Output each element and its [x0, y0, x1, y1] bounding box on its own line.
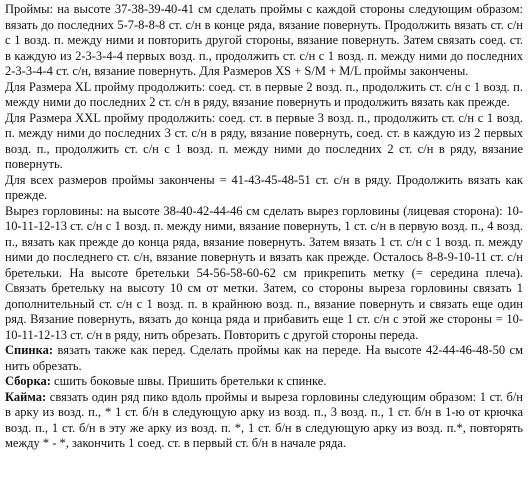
paragraph-armholes-size-xxl — [5, 111, 523, 173]
paragraph-text: Проймы: на высоте 37-38-39-40-41 см сделать проймы с каждой стороны следующим образом: вязать до последних 5-7-8-8-8 ст. с/н в конце ряда, вязание повернуть. Продолжить вязать ст. с/н с 1 возд. п. между ними и повторить другой стороны, вязание повернуть. Затем связать соед. ст. в каждую из 2-3-3-4-4 первых возд. п., продолжить ст. с/н с 1 возд. п. между ними до последних 2-3-3-4-4 ст. с/н, вязание повернуть. Для Размеров XS + S/M + M/L проймы закончены. — [5, 2, 523, 78]
paragraph-text: связать один ряд пико вдоль проймы и выреза горловины следующим образом: 1 ст. б/н в арку из возд. п., * 1 ст. б/н в следующую арку из возд. п., 3 возд. п., 1 ст. б/н в 1-ю от крючка возд. п., 1 ст. б/н в эту же арку из возд. п. *, 1 ст. б/н в следующую арку из возд. п.*, повторять между * - *, закончить 1 соед. ст. в первый ст. б/н в начале ряда. — [5, 389, 523, 450]
paragraph-text: вязать также как перед. Сделать проймы как на переде. На высоте 42-44-46-48-50 см нить обрезать. — [5, 343, 523, 373]
paragraph-assembly — [5, 374, 523, 390]
paragraph-back — [5, 343, 523, 374]
section-heading-assembly: Сборка: — [5, 374, 51, 388]
paragraph-armholes — [5, 2, 523, 80]
paragraph-armholes-all-sizes — [5, 173, 523, 204]
paragraph-edging — [5, 390, 523, 452]
paragraph-armholes-size-xl — [5, 80, 523, 111]
paragraph-text: Вырез горловины: на высоте 38-40-42-44-46 см сделать вырез горловины (лицевая сторона): 10-10-11-12-13 ст. с/н с 1 возд. п. между ними, вязание повернуть, 1 ст. с/н в первую возд. п., 4 возд. п., вязать как прежде до конца ряда, вязание повернуть. Затем вязать 1 ст. с/н с 1 возд. п. между ними до последнего ст. с/н, вязание повернуть и вязать как прежде. Осталось 8-8-9-10-11 ст. с/н бретельки. На высоте бретельки 54-56-58-60-62 см прикрепить метку (= середина плеча). Связать бретельку на высоту 10 см от метки. Затем, со стороны выреза горловины связать 1 дополнительный ст. с/н с 1 возд. п. в крайнюю возд. п., вязание повернуть и связать еще один ряд. Вязание повернуть, вязать до конца ряда и прибавить еще 1 ст. с/н с этой же стороны = 10-10-11-12-13 ст. с/н в ряду, нить обрезать. Повторить с другой стороны переда. — [5, 203, 523, 342]
paragraph-text: Для Размера XXL пройму продолжить: соед. ст. в первые 3 возд. п., продолжить ст. с/н с 1 возд. п. между ними до последних 3 ст. с/н в ряду, вязание повернуть, соед. ст. в каждую из 2 первых возд. п., продолжить ст. с/н с 1 возд. п. между ними до последних 2 ст. с/н в ряду, вязание повернуть. — [5, 110, 523, 171]
section-heading-edging: Кайма: — [5, 389, 47, 404]
paragraph-text: сшить боковые швы. Пришить бретельки к спинке. — [50, 374, 327, 388]
paragraph-neckline — [5, 204, 523, 344]
paragraph-text: Для Размера XL пройму продолжить: соед. ст. в первые 2 возд. п., продолжить ст. с/н с 1 возд. п. между ними до последних 2 ст. с/н в ряду, вязание повернуть и продолжить вязать как прежде. — [5, 79, 523, 109]
section-heading-back: Спинка: — [5, 343, 54, 357]
paragraph-text: Для всех размеров проймы закончены = 41-43-45-48-51 ст. с/н в ряду. Продолжить вязать как прежде. — [5, 172, 523, 202]
